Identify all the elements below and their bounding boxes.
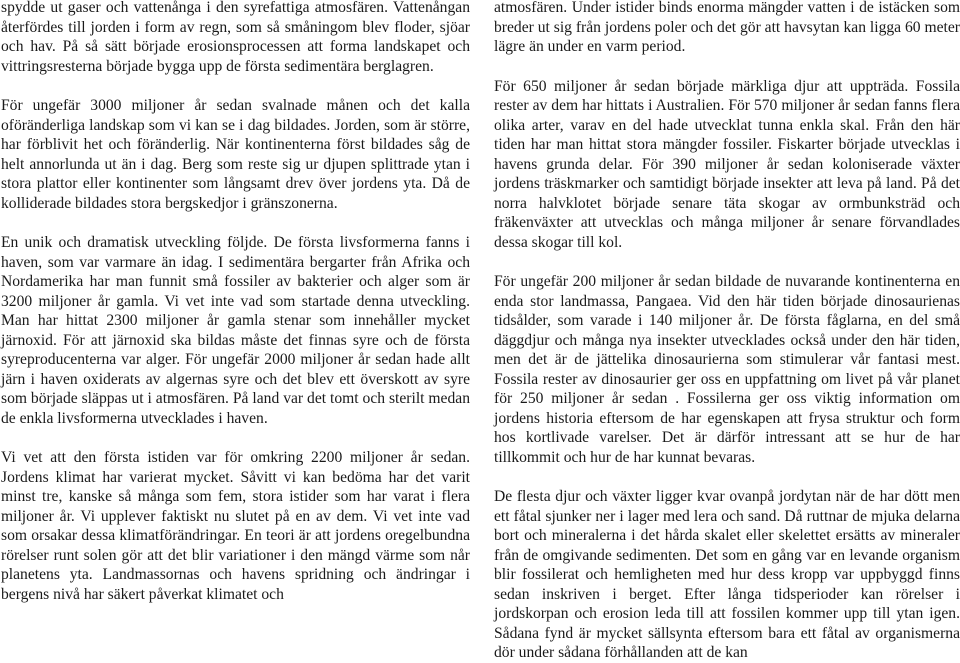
paragraph-first-life: En unik och dramatisk utveckling följde. De första livsformerna fanns i haven, som var varmare än idag. I sedimentära bergarter från Afrika och Nordamerika har man funnit små fossiler av bakterier och alger som är 3200 miljoner år gamla. Vi vet inte vad som startade denna utveckling. Man har hittat 2300 miljoner år gamla stenar som innehåller mycket järnoxid. För att järnoxid ska bildas måste det finnas syre och de första syreproducenterna var alger. För ungefär 2000 miljoner år sedan hade allt järn i haven oxiderats av algernas syre och det blev ett överskott av syre som började släppas ut i atmosfären. På land var det tomt och sterilt medan de enkla livsformerna utvecklades i haven. — [1, 234, 470, 427]
paragraph-early-animals: För 650 miljoner år sedan började märkliga djur att uppträda. Fossila rester av dem har hittats i Australien. För 570 miljoner år sedan fanns flera olika arter, varav en del hade utvecklat tunna enkla skal. Från den här tiden har man hittat stora mängder fossiler. Fiskarter började utvecklas i havens grunda delar. För 390 miljoner år sedan koloniserade växter jordens träskmarker och samtidigt började insekter att leva på land. På det norra halvklotet började senare täta skogar av ormbunksträd och fräkenväxter att utvecklas och många miljoner år senare förvandlades dessa skogar till kol. — [494, 77, 960, 251]
paragraph-sea-level: atmosfären. Under istider binds enorma mängder vatten i de istäcken som breder ut sig från jordens poler och det gör att havsytan kan ligga 60 meter lägre än under en varm period. — [494, 0, 960, 55]
paragraph-dinosaurs: För ungefär 200 miljoner år sedan bildade de nuvarande kontinenterna en enda stor landmassa, Pangaea. Vid den här tiden började dinosaurienas tidsålder, som varade i 140 miljoner år. De första fåglarna, en del små däggdjur och många nya insekter utvecklades också under den här tiden, men det är de jättelika dinosaurierna som stimulerar vår fantasi mest. Fossila rester av dinosaurier ger oss en uppfattning om livet på vår planet för 250 miljoner år sedan . Fossilerna ger oss viktig information om jordens historia eftersom de har egenskapen att frysa struktur och form hos kortlivade varelser. Det är därför intressant att se hur de har tillkommit och hur de har kunnat bevaras. — [494, 273, 960, 466]
paragraph-moon-continents: För ungefär 3000 miljoner år sedan svalnade månen och det kalla oföränderliga landskap som vi kan se i dag bildades. Jorden, som är större, har förblivit het och föränderlig. När kontinenterna först bildades såg de helt annorlunda ut än i dag. Berg som reste sig ur djupen splittrade ytan i stora plattor eller kontinenter som långsamt drev över jordens yta. Då de kolliderade bildades stora bergskedjor i gränszonerna. — [1, 97, 470, 212]
paragraph-ice-ages: Vi vet att den första istiden var för omkring 2200 miljoner år sedan. Jordens klimat har varierat mycket. Såvitt vi kan bedöma har det varit minst tre, kanske så många som fem, stora istider som har varat i flera miljoner år. Vi upplever faktiskt nu slutet på en av dem. Vi vet inte vad som orsakar dessa klimatförändringar. En teori är att jordens oregelbundna rörelser runt solen gör att det blir variationer i den mängd värme som når planetens yta. Landmassornas och havens spridning och ändringar i bergens nivå har säkert påverkat klimatet och — [1, 449, 470, 603]
right-text-column — [494, 0, 960, 663]
left-text-column — [1, 0, 470, 604]
paragraph-fossilization: De flesta djur och växter ligger kvar ovanpå jordytan när de har dött men ett fåtal sjunker ner i lager med lera och sand. Då ruttnar de mjuka delarna bort och mineralerna i det hårda skalet eller skelettet ersätts av mineraler från de omgivande sedimenten. Det som en gång var en levande organism blir fossilerat och hemligheten med hur dess kropp var uppbyggd finns sedan inskriven i berget. Efter långa tidsperioder kan rörelser i jordskorpan och erosion leda till att fossilen kommer upp till ytan igen. Sådana fynd är mycket sällsynta eftersom bara ett fåtal av organismerna dör under sådana förhållanden att de kan — [494, 488, 960, 661]
paragraph-water-cycle: spydde ut gaser och vattenånga i den syrefattiga atmosfären. Vattenångan återfördes till jorden i form av regn, som så småningom blev floder, sjöar och hav. På så sätt började erosionsprocessen att forma landskapet och vittringsresterna började bygga upp de första sedimentära berglagren. — [1, 0, 470, 75]
